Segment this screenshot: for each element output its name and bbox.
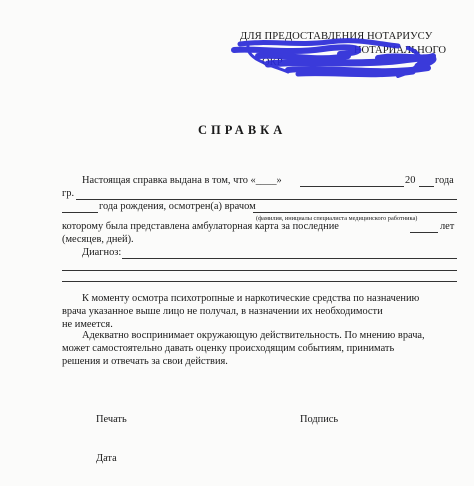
diagnosis-line-2[interactable]: [62, 270, 457, 271]
p2-line-2: врача указанное выше лицо не получал, в назначении их необходимости: [62, 306, 383, 317]
doctor-caption: (фамилия, инициалы специалиста медицинского работника): [256, 215, 418, 222]
diagnosis-line-1[interactable]: [122, 258, 457, 259]
citizen-prefix: гр.: [62, 188, 75, 199]
redaction-scribble: [228, 36, 442, 82]
year-suffix: года: [435, 175, 454, 186]
year-prefix: 20: [405, 175, 416, 186]
p3-line-3: решения и отвечать за свои действия.: [62, 356, 228, 367]
header-line-3: ОКР: [262, 57, 283, 68]
document-title: СПРАВКА: [198, 123, 287, 137]
date-label: Дата: [96, 453, 117, 464]
card-let: лет: [440, 221, 455, 232]
diagnosis-line-3[interactable]: [62, 281, 457, 282]
p3-line-2: может самостоятельно давать оценку происходящим событиям, принимать: [62, 343, 395, 354]
stamp-label: Печать: [96, 414, 127, 425]
card-years-line[interactable]: [410, 232, 438, 233]
diagnosis-label: Диагноз:: [82, 247, 122, 258]
birth-year-line[interactable]: [62, 212, 98, 213]
header-line-1: ДЛЯ ПРЕДОСТАВЛЕНИЯ НОТАРИУСУ: [240, 31, 433, 42]
p2-line-1: К моменту осмотра психотропные и наркотические средства по назначению: [82, 293, 420, 304]
p3-line-1: Адекватно воспринимает окружающую действительность. По мнению врача,: [82, 330, 425, 341]
header-line-2: НОТАРИАЛЬНОГО: [353, 45, 446, 56]
year-line[interactable]: [419, 186, 434, 187]
birth-text: года рождения, осмотрен(а) врачом: [99, 201, 256, 212]
date-line[interactable]: [300, 186, 404, 187]
card-text: которому была представлена амбулаторная карта за последние: [62, 221, 339, 232]
issued-text: Настоящая справка выдана в том, что «____»: [82, 175, 282, 186]
signature-label: Подпись: [300, 414, 339, 425]
p2-line-3: не имеется.: [62, 319, 113, 330]
months-days: (месяцев, дней).: [62, 234, 134, 245]
